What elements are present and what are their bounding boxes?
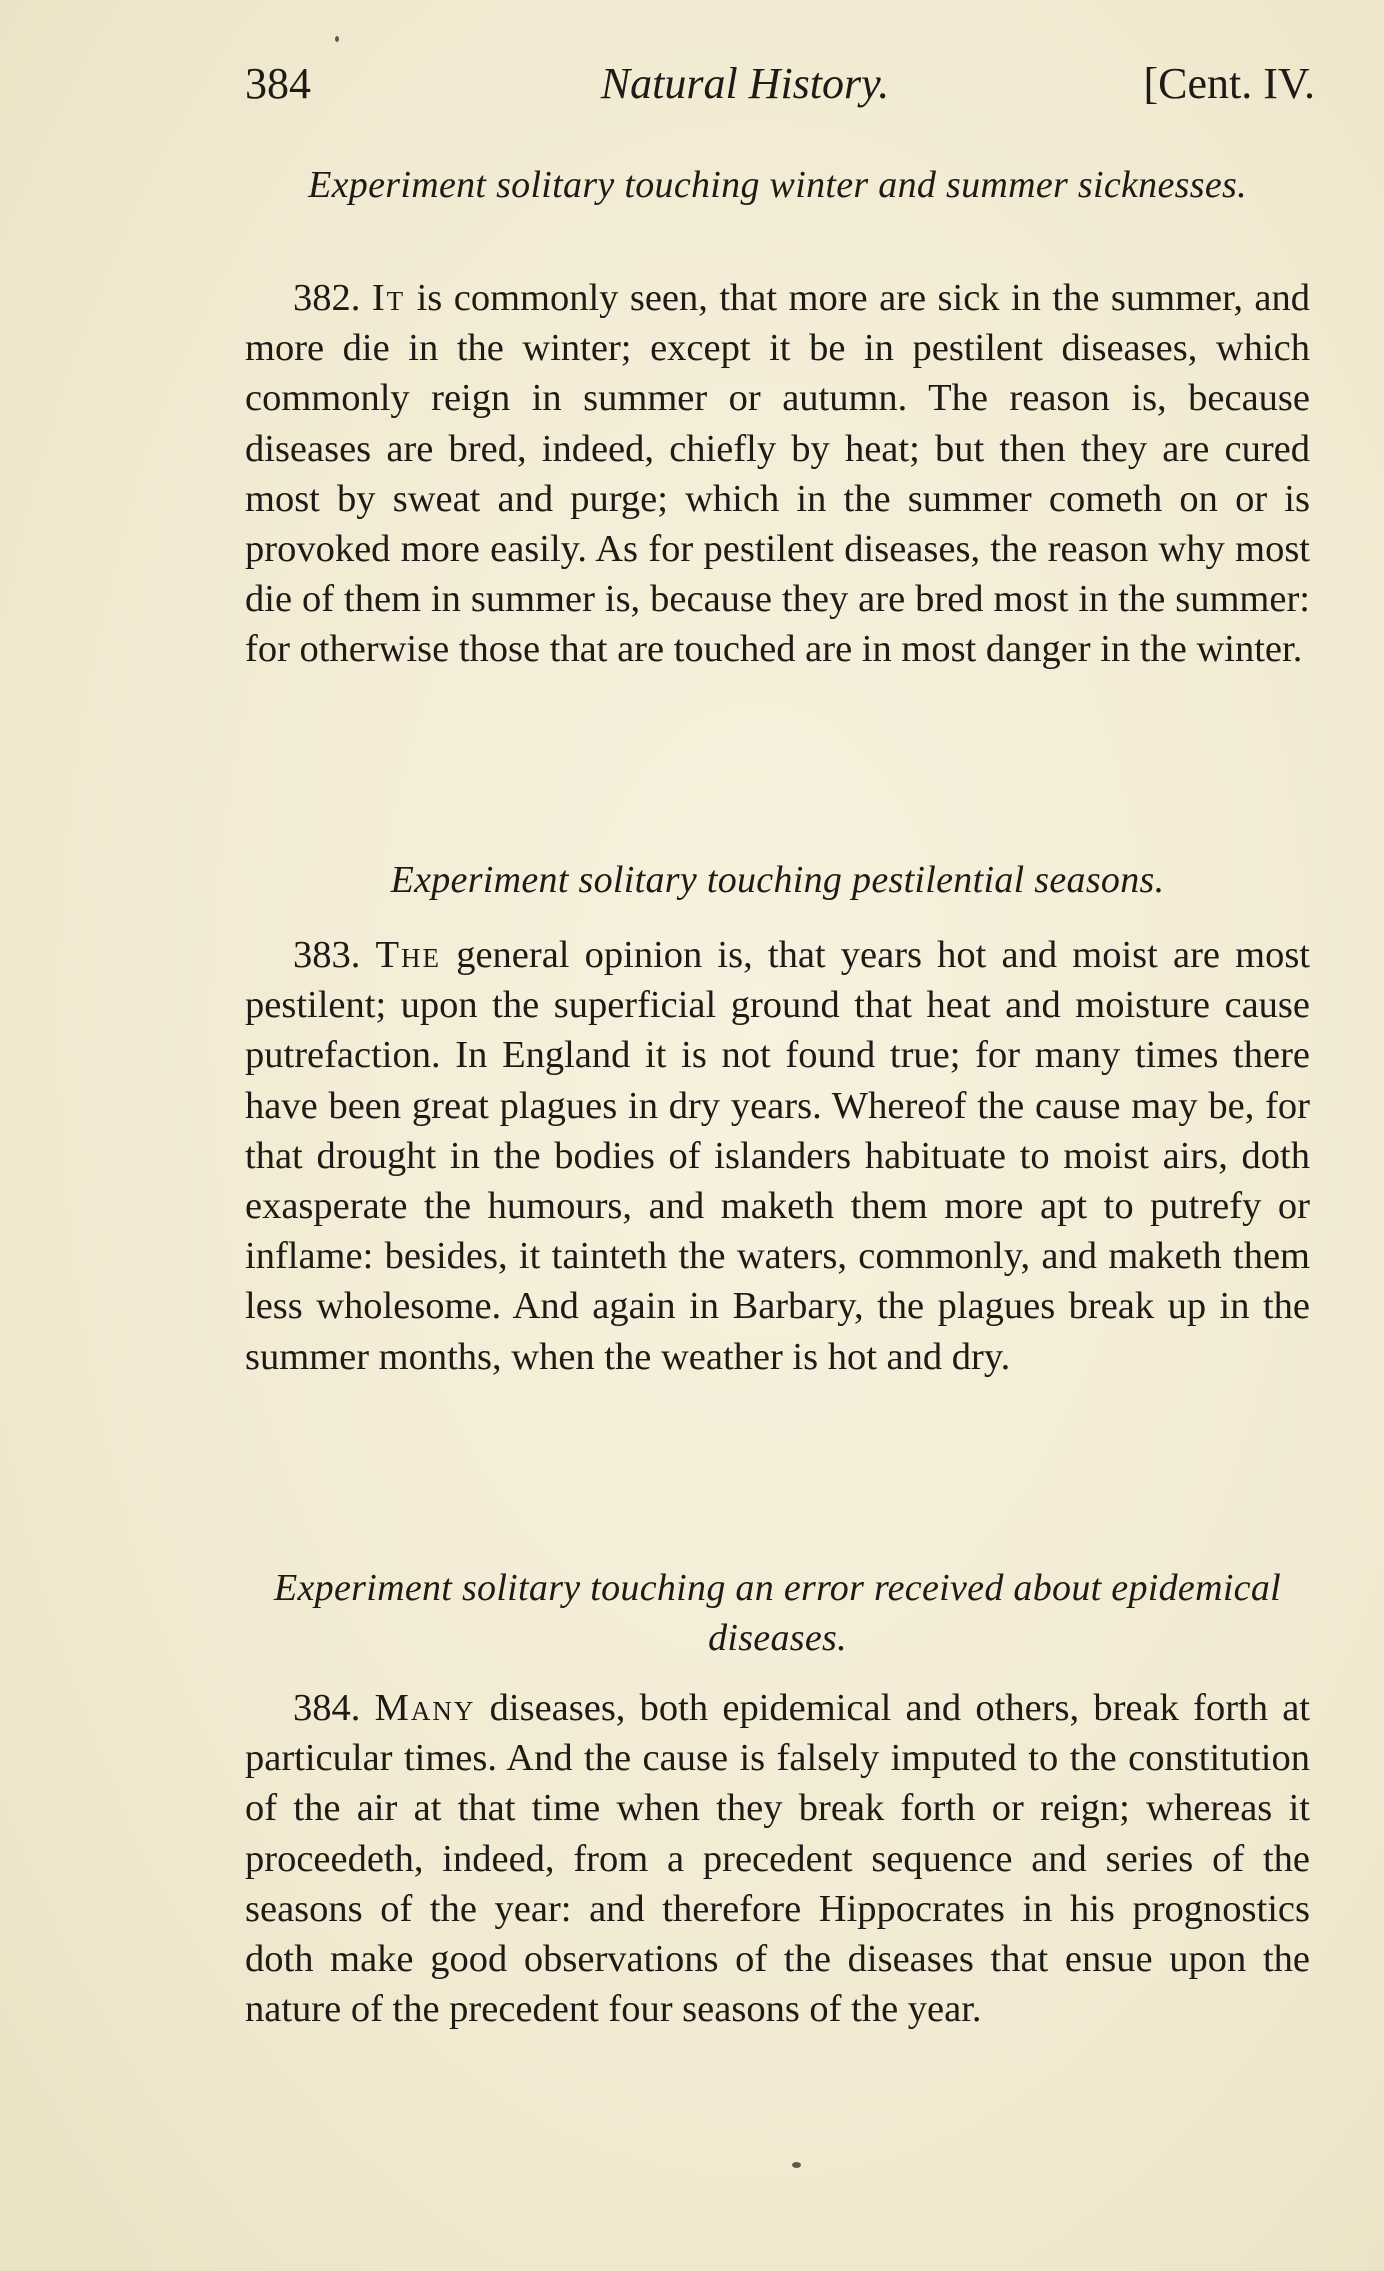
ink-speck [335,36,339,42]
lead-word: The [375,934,442,976]
paragraph-text: general opinion is, that years hot and moist are most pestilent; upon the superficial ground that heat and moisture cause putrefaction. In England it is not found true; for many times there have been great plagues in dry years. Whereof the cause may be, for that drought in the bodies of islanders habituate to moist airs, doth exasperate the humours, and maketh them more apt to putrefy or inflame: besides, it tainteth the waters, commonly, and maketh them less wholesome. And again in Barbary, the plagues break up in the summer months, when the weather is hot and dry. [245,934,1311,1378]
section-heading: Experiment solitary touching an error received about epidemical diseases. [273,1567,1281,1659]
lead-word: Many [374,1687,476,1729]
running-header [245,58,1315,118]
paragraph-number: 384. [293,1687,361,1729]
page-number: 384 [245,59,311,108]
section-383-body [245,930,1310,1382]
paragraph [245,1683,1310,2034]
paragraph-text: is commonly seen, that more are sick in the summer, and more die in the winter; except it be in pestilent diseases, which commonly reign in summer or autumn. The reason is, because diseases are bred, indeed, chiefly by heat; but then they are cured most by sweat and purge; which in the summer cometh on or is provoked more easily. As for pestilent diseases, the reason why most die of them in summer is, because they are bred most in the summer: for otherwise those that are touched are in most danger in the winter. [245,277,1311,671]
section-383 [245,855,1310,905]
paragraph-number: 382. [293,277,361,319]
running-title: Natural History. [600,59,890,108]
paragraph-text: diseases, both epidemical and others, break forth at particular times. And the cause is falsely imputed to the constitution of the air at that time when they break forth or reign; whereas it proceedeth, indeed, from a precedent sequence and series of the seasons of the year: and therefore Hippocrates in his prognostics doth make good observations of the diseases that ensue upon the nature of the precedent four seasons of the year. [245,1687,1311,2031]
paragraph [245,930,1310,1382]
century-label: [Cent. IV. [1143,59,1315,108]
paragraph [245,273,1310,675]
section-382-body [245,273,1310,675]
section-heading: Experiment solitary touching pestilential seasons. [390,859,1165,901]
ink-speck [792,2162,801,2168]
section-heading: Experiment solitary touching winter and summer sicknesses. [308,164,1247,206]
section-384-body [245,1683,1310,2034]
section-382 [245,160,1310,210]
section-384 [245,1563,1310,1663]
paragraph-number: 383. [293,934,361,976]
lead-word: It [371,277,406,319]
